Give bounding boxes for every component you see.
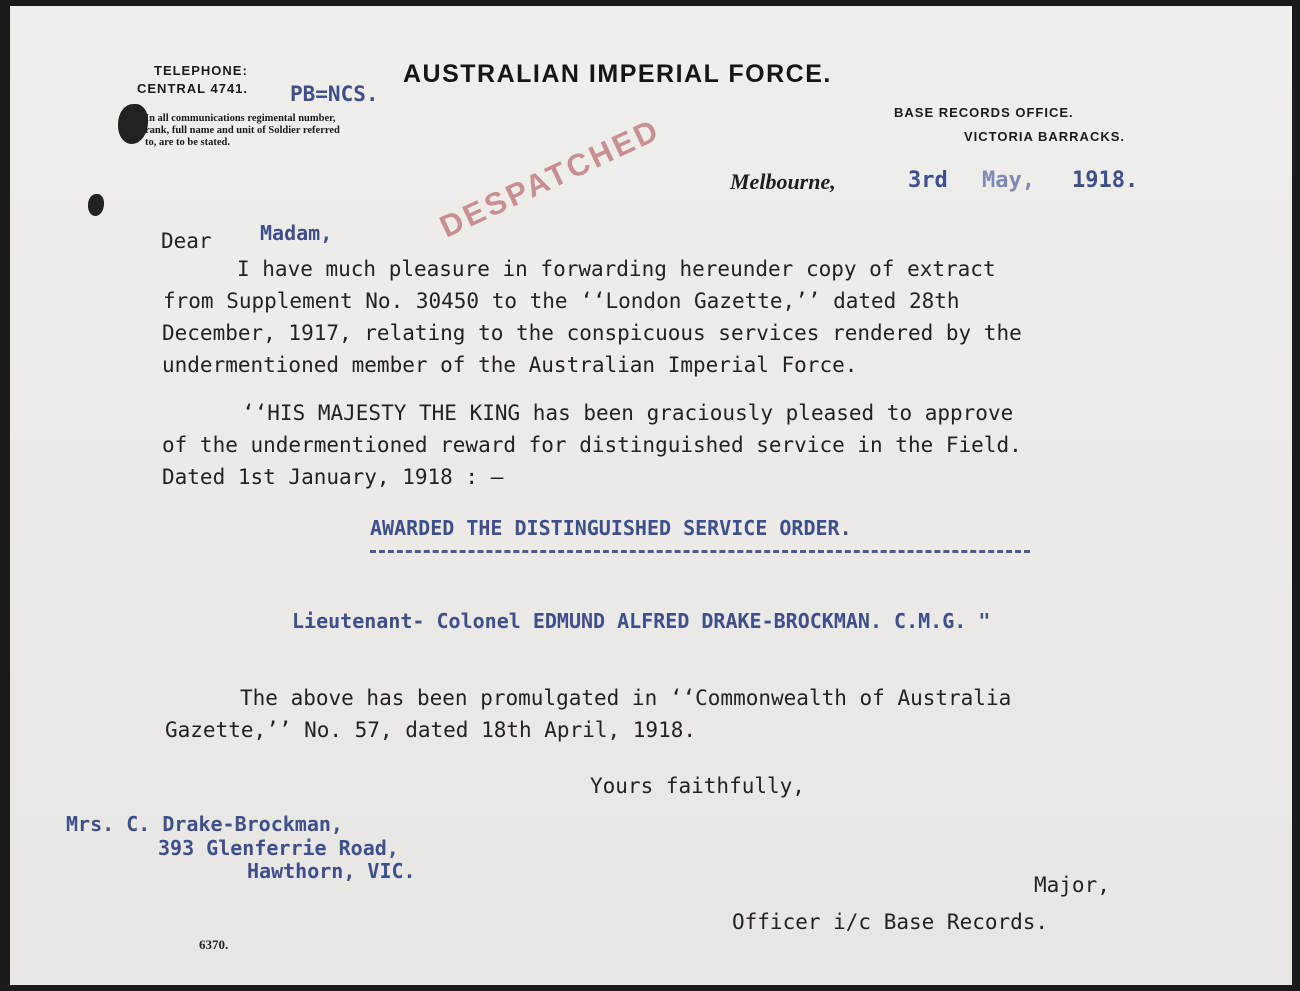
barracks-name: VICTORIA BARRACKS. bbox=[964, 129, 1126, 144]
closing: Yours faithfully, bbox=[590, 774, 805, 798]
award-underline bbox=[370, 550, 1030, 553]
signature-rank: Major, bbox=[1034, 873, 1110, 897]
body-line: Gazette,’’ No. 57, dated 18th April, 1918. bbox=[165, 718, 697, 742]
date-month: May, bbox=[982, 168, 1035, 193]
telephone-label: TELEPHONE: bbox=[154, 63, 248, 78]
body-line: from Supplement No. 30450 to the ‘‘London Gazette,’’ dated 28th bbox=[163, 289, 960, 313]
body-line: of the undermentioned reward for distinguished service in the Field. bbox=[162, 433, 1022, 457]
note-line: to, are to be stated. bbox=[145, 137, 230, 148]
punch-hole bbox=[118, 104, 148, 144]
reference-code: PB=NCS. bbox=[290, 82, 379, 106]
letter-sheet bbox=[10, 6, 1292, 985]
office-name: BASE RECORDS OFFICE. bbox=[894, 105, 1074, 120]
address-line: Mrs. C. Drake-Brockman, bbox=[66, 812, 343, 836]
address-line: 393 Glenferrie Road, bbox=[158, 836, 399, 860]
body-line: undermentioned member of the Australian Imperial Force. bbox=[162, 353, 858, 377]
body-line: ‘‘HIS MAJESTY THE KING has been graciously pleased to approve bbox=[242, 401, 1014, 425]
signature-title: Officer i/c Base Records. bbox=[732, 910, 1049, 934]
body-line: I have much pleasure in forwarding hereunder copy of extract bbox=[237, 257, 996, 281]
form-number: 6370. bbox=[199, 937, 229, 952]
telephone-number: CENTRAL 4741. bbox=[137, 81, 249, 96]
address-line: Hawthorn, VIC. bbox=[247, 859, 416, 883]
salutation-dear: Dear bbox=[161, 229, 212, 253]
instruction-note bbox=[145, 113, 340, 149]
date-year: 1918. bbox=[1072, 168, 1139, 193]
date-place: Melbourne, bbox=[730, 169, 836, 194]
body-line: Dated 1st January, 1918 : — bbox=[162, 465, 504, 489]
despatched-stamp: DESPATCHED bbox=[434, 111, 666, 245]
recipient-line: Lieutenant- Colonel EDMUND ALFRED DRAKE-BROCKMAN. C.M.G. " bbox=[292, 609, 991, 633]
punch-hole bbox=[88, 194, 104, 216]
organization-title: AUSTRALIAN IMPERIAL FORCE. bbox=[403, 60, 832, 88]
body-line: The above has been promulgated in ‘‘Commonwealth of Australia bbox=[240, 686, 1012, 710]
note-line: rank, full name and unit of Soldier referred bbox=[145, 125, 340, 136]
note-line: In all communications regimental number, bbox=[145, 113, 336, 124]
date-day: 3rd bbox=[908, 168, 948, 193]
body-line: December, 1917, relating to the conspicuous services rendered by the bbox=[162, 321, 1022, 345]
salutation-name: Madam, bbox=[260, 221, 333, 245]
award-title: AWARDED THE DISTINGUISHED SERVICE ORDER. bbox=[370, 516, 852, 540]
